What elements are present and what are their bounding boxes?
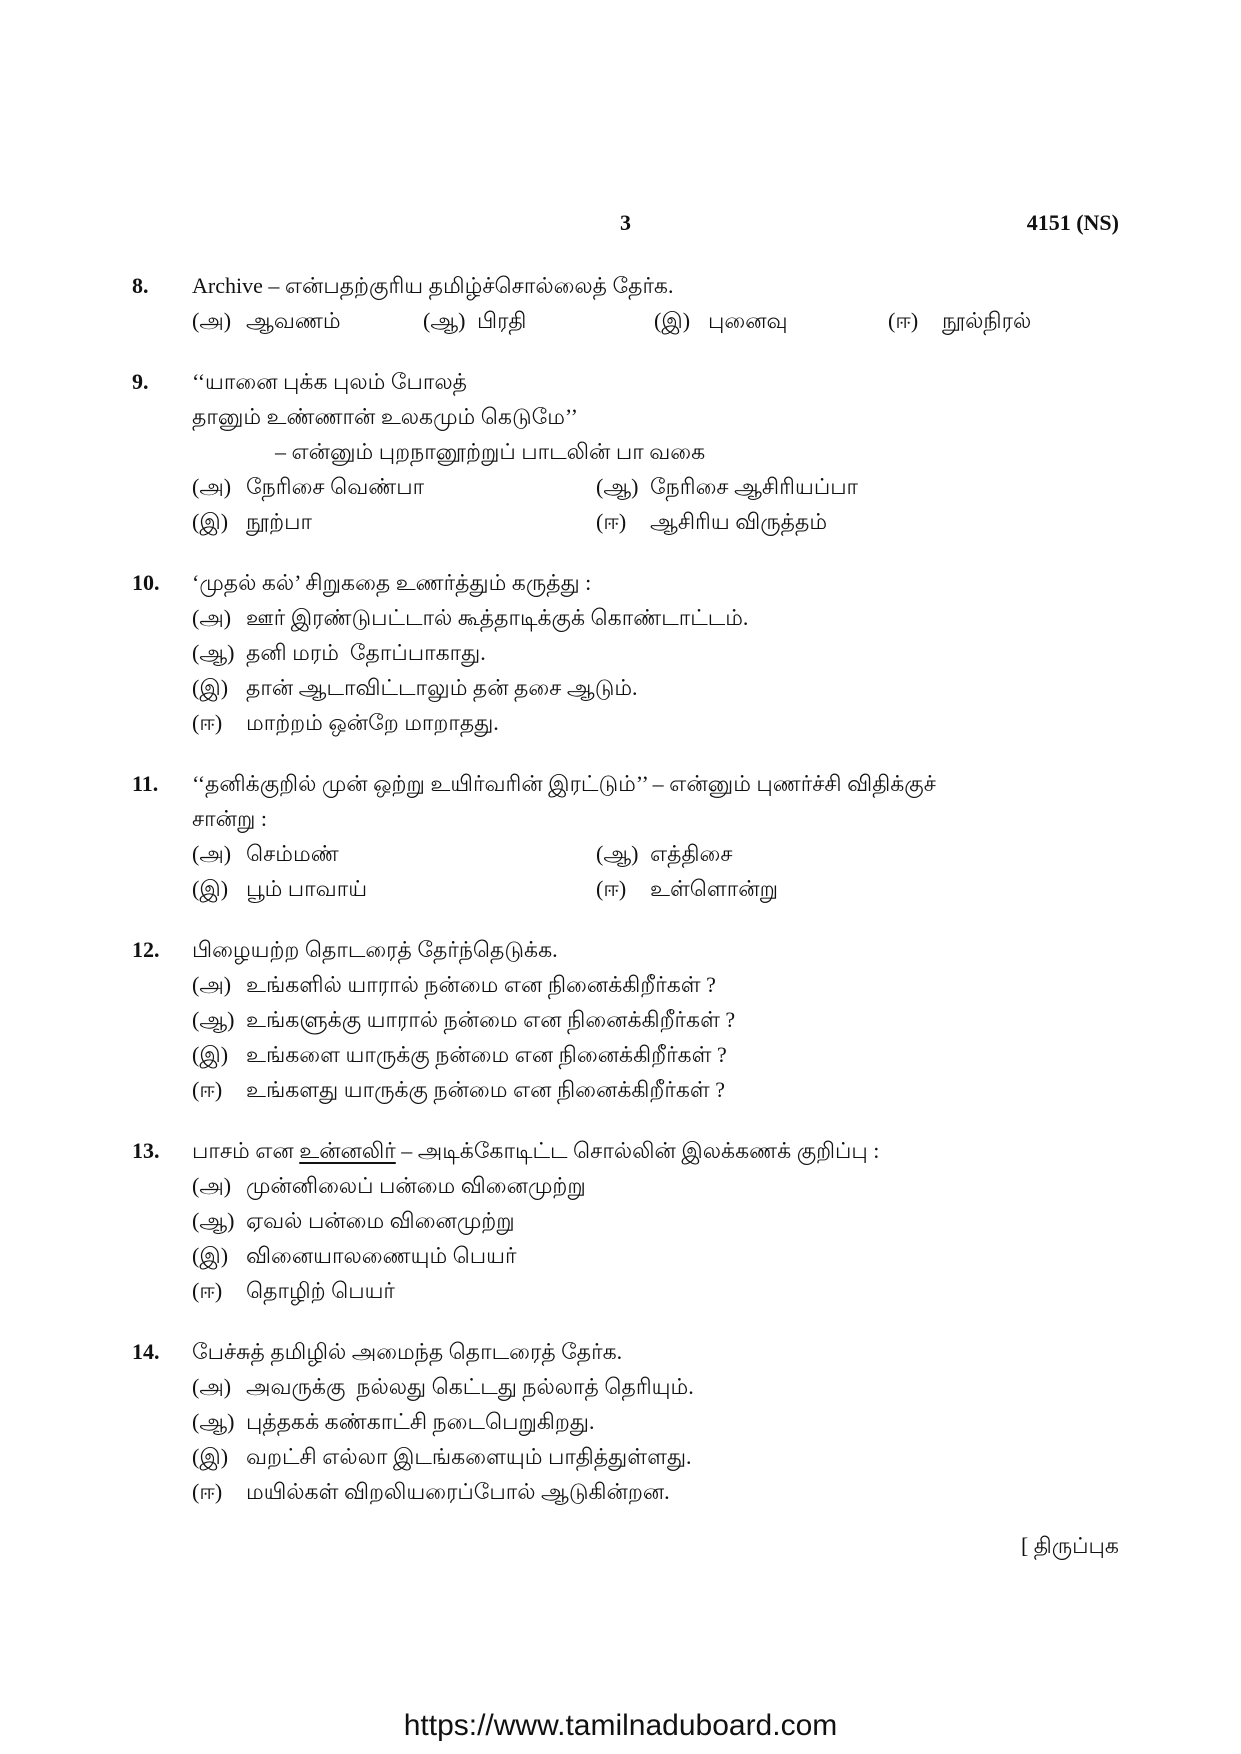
options: [192, 600, 1122, 740]
question-text: பேச்சுத் தமிழில் அமைந்த தொடரைத் தேர்க.: [192, 1339, 623, 1364]
option-aa: [192, 635, 1122, 670]
option-text: தொழிற் பெயர்: [246, 1278, 395, 1303]
question-text-line-2: தானும் உண்ணான் உலகமும் கெடுமே’’: [192, 404, 578, 429]
option-label: (ஆ): [423, 308, 466, 333]
option-label: (ஈ): [192, 1077, 223, 1102]
option-label: (ஈ): [596, 509, 627, 534]
question-list: [132, 268, 1122, 1563]
question-text-line-1: ‘‘யானை புக்க புலம் போலத்: [192, 369, 467, 394]
option-i: [654, 303, 888, 338]
question-number: 11.: [132, 771, 159, 796]
option-label: (இ): [192, 1444, 229, 1469]
question-body: [192, 1133, 1122, 1308]
question-number: 10.: [132, 570, 160, 595]
question-14: [132, 1334, 1122, 1509]
option-text: உங்களை யாருக்கு நன்மை என நினைக்கிறீர்கள் ?: [246, 1042, 727, 1067]
option-a: [192, 600, 1122, 635]
option-label: (ஈ): [192, 1278, 223, 1303]
options: [192, 836, 1122, 906]
option-text: செம்மண்: [246, 841, 339, 866]
option-label: (இ): [192, 675, 229, 700]
question-text: பிழையற்ற தொடரைத் தேர்ந்தெடுக்க.: [192, 937, 558, 962]
option-text: மயில்கள் விறலியரைப்போல் ஆடுகின்றன.: [246, 1479, 670, 1504]
option-aa: [596, 836, 1122, 871]
question-number: 13.: [132, 1138, 160, 1163]
page-number: 3: [620, 210, 631, 235]
option-aa: [192, 1203, 1122, 1238]
option-a: [192, 1168, 1122, 1203]
question-13: [132, 1133, 1122, 1308]
option-label: (அ): [192, 1173, 232, 1198]
option-ii: [596, 504, 1122, 539]
option-aa: [596, 469, 1122, 504]
option-i: [192, 1439, 1122, 1474]
question-text: [192, 1133, 1122, 1168]
option-text: ஏவல் பன்மை வினைமுற்று: [246, 1208, 515, 1233]
option-text: நூற்பா: [246, 509, 312, 534]
underlined-word: உன்னலிர்: [299, 1138, 396, 1163]
question-number: 12.: [132, 937, 160, 962]
question-text: ‘முதல் கல்’ சிறுகதை உணர்த்தும் கருத்து :: [192, 570, 592, 595]
option-text: உங்களுக்கு யாரால் நன்மை என நினைக்கிறீர்கள் ?: [246, 1007, 736, 1032]
options: [192, 469, 1122, 539]
question-number: 9.: [132, 369, 149, 394]
page-header: [132, 205, 1119, 240]
option-a: [192, 967, 1122, 1002]
option-label: (ஆ): [596, 841, 639, 866]
question-body: [192, 268, 1122, 338]
option-text: நூல்நிரல்: [942, 308, 1032, 333]
option-label: (ஈ): [192, 710, 223, 735]
option-text: பிரதி: [477, 308, 527, 333]
question-number: 8.: [132, 273, 149, 298]
option-text: நேரிசை ஆசிரியப்பா: [650, 474, 859, 499]
option-i: [192, 871, 596, 906]
question-8: [132, 268, 1122, 338]
question-body: [192, 1334, 1122, 1509]
question-text-after: – அடிக்கோடிட்ட சொல்லின் இலக்கணக் குறிப்பு :: [395, 1138, 880, 1163]
option-a: [192, 303, 423, 338]
paper-code: 4151 (NS): [1026, 210, 1119, 235]
question-text-line-3: – என்னும் புறநானூற்றுப் பாடலின் பா வகை: [275, 439, 706, 464]
option-label: (அ): [192, 841, 232, 866]
option-label: (அ): [192, 1374, 232, 1399]
options: [192, 1369, 1122, 1509]
option-i: [192, 504, 596, 539]
source-url: https://www.tamilnaduboard.com: [403, 1709, 838, 1742]
option-label: (ஆ): [192, 1409, 235, 1434]
option-ii: [192, 1072, 1122, 1107]
option-label: (அ): [192, 474, 232, 499]
option-text: அவருக்கு நல்லது கெட்டது நல்லாத் தெரியும்.: [246, 1374, 694, 1399]
option-label: (ஆ): [596, 474, 639, 499]
option-ii: [192, 1474, 1122, 1509]
option-ii: [596, 871, 1122, 906]
option-ii: [888, 303, 1122, 338]
option-text: உங்களில் யாரால் நன்மை என நினைக்கிறீர்கள் ?: [246, 972, 716, 997]
question-9: [132, 364, 1122, 539]
option-text: ஆசிரிய விருத்தம்: [650, 509, 828, 534]
option-text: ஊர் இரண்டுபட்டால் கூத்தாடிக்குக் கொண்டாட்டம்.: [246, 605, 749, 630]
option-text: புத்தகக் கண்காட்சி நடைபெறுகிறது.: [246, 1409, 595, 1434]
options: [192, 303, 1122, 338]
option-aa: [192, 1002, 1122, 1037]
question-number: 14.: [132, 1339, 160, 1364]
option-text: ஆவணம்: [246, 308, 341, 333]
option-label: (இ): [192, 1042, 229, 1067]
option-ii: [192, 1273, 1122, 1308]
option-text: பூம் பாவாய்: [246, 876, 368, 901]
option-label: (இ): [192, 509, 229, 534]
option-text: முன்னிலைப் பன்மை வினைமுற்று: [246, 1173, 586, 1198]
option-text: வினையாலணையும் பெயர்: [246, 1243, 517, 1268]
option-text: புனைவு: [708, 308, 788, 333]
question-body: [192, 565, 1122, 740]
option-a: [192, 836, 596, 871]
option-a: [192, 469, 596, 504]
option-label: (ஆ): [192, 640, 235, 665]
options: [192, 967, 1122, 1107]
question-12: [132, 932, 1122, 1107]
option-label: (அ): [192, 972, 232, 997]
option-text: தனி மரம் தோப்பாகாது.: [246, 640, 486, 665]
option-label: (அ): [192, 605, 232, 630]
option-i: [192, 670, 1122, 705]
turn-over-note: [ திருப்புக: [1020, 1533, 1119, 1558]
options: [192, 1168, 1122, 1308]
option-label: (இ): [192, 1243, 229, 1268]
option-text: மாற்றம் ஒன்றே மாறாதது.: [246, 710, 499, 735]
option-text: எத்திசை: [650, 841, 733, 866]
option-text: உங்களது யாருக்கு நன்மை என நினைக்கிறீர்கள் ?: [246, 1077, 726, 1102]
question-10: [132, 565, 1122, 740]
option-text: தான் ஆடாவிட்டாலும் தன் தசை ஆடும்.: [246, 675, 638, 700]
option-label: (ஆ): [192, 1007, 235, 1032]
option-label: (அ): [192, 308, 232, 333]
option-i: [192, 1238, 1122, 1273]
option-label: (ஈ): [888, 308, 919, 333]
question-text-line-2: சான்று :: [192, 806, 268, 831]
option-i: [192, 1037, 1122, 1072]
question-body: [192, 932, 1122, 1107]
question-11: [132, 766, 1122, 906]
option-label: (இ): [192, 876, 229, 901]
option-ii: [192, 705, 1122, 740]
option-label: (ஈ): [596, 876, 627, 901]
option-label: (இ): [654, 308, 691, 333]
option-a: [192, 1369, 1122, 1404]
question-text-line-1: ‘‘தனிக்குறில் முன் ஒற்று உயிர்வரின் இரட்டும்’’ – என்னும் புணர்ச்சி விதிக்குச்: [192, 771, 936, 796]
option-text: உள்ளொன்று: [650, 876, 779, 901]
option-aa: [423, 303, 654, 338]
question-body: [192, 364, 1122, 539]
question-text-before: பாசம் என: [192, 1138, 300, 1163]
option-label: (ஆ): [192, 1208, 235, 1233]
question-body: [192, 766, 1122, 906]
question-text: Archive – என்பதற்குரிய தமிழ்ச்சொல்லைத் தேர்க.: [192, 273, 674, 298]
option-label: (ஈ): [192, 1479, 223, 1504]
option-text: நேரிசை வெண்பா: [246, 474, 425, 499]
option-text: வறட்சி எல்லா இடங்களையும் பாதித்துள்ளது.: [246, 1444, 692, 1469]
option-aa: [192, 1404, 1122, 1439]
